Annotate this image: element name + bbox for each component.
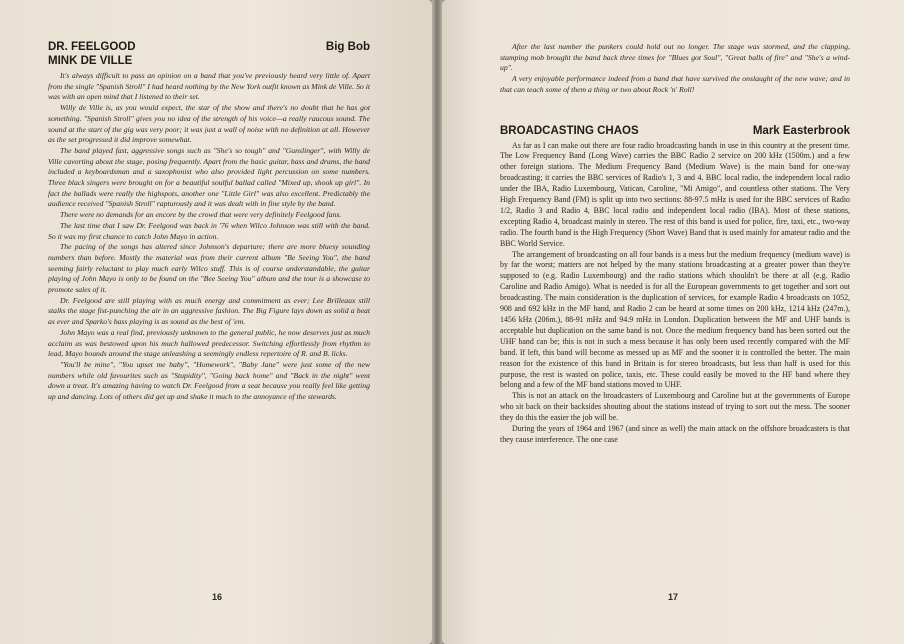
article-title: DR. FEELGOOD — [48, 41, 136, 53]
paragraph: The band played fast, aggressive songs such as "She's so tough" and "Gunslinger", with Willy de Ville cavorting about the stage, posing frequently. Apart from the basic guitar, bass and drums, the band included a keyboardsman and a saxophonist who also provided light percussion on some numbers. Three black singers were brought on for a beautiful soulful ballad called "Mixed up, shook up girl". In fact the ballads were really the highspots, another one "Little Girl" was also excellent. Predictably the audience received "Spanish Stroll" rapturously and it was dealt with in fine style by the band. — [48, 145, 370, 209]
right-header — [500, 124, 850, 138]
paragraph: The pacing of the songs has altered since Johnson's departure; there are more bluesy sounding numbers than before. Mostly the material was from their current album "Be Seeing You", the band seeming fairly reluctant to play much early Wilco stuff. This is of course understandable, the guitar playing of John Mayo is only to be found on the "Bee Seeing You" album and the tour is a showcase to promote sales of it. — [48, 242, 370, 295]
paragraph: During the years of 1964 and 1967 (and since as well) the main attack on the offshore broadcasters is that they cause interference. The one case — [500, 424, 850, 444]
right-page — [442, 0, 904, 644]
paragraph: A very enjoyable performance indeed from a band that have survived the onslaught of the new wave; and in that can teach some of them a thing or two about Rock 'n' Roll! — [500, 74, 850, 94]
article-title: BROADCASTING CHAOS — [500, 124, 639, 137]
article-author: Mark Easterbrook — [752, 124, 850, 137]
article-subtitle: MINK DE VILLE — [48, 55, 133, 67]
paragraph: The arrangement of broadcasting on all four bands is a mess but the medium frequency (medium wave) is by far the worst; matters are not helped by the many stations broadcasting at a greater power than they're supposed to (e.g. Radio Luxembourg) and the radio stations which shouldn't be there at all (e.g. Radio Caroline and Radio Amigo). What is needed is for all the European governments to get together and sort out broadcasting. The main consideration is the duplication of services, for example Radio 4 broadcasts on 1052, 908 and 692 kHz in the MF band, and Radio 2 can be heard at some times on 200 kHz, 1214 kHz (247m.), 1456 kHz (206m.), 88-91 mHz and 94.9 mHz in London. Duplication between the MF and UHF bands is acceptable but duplication on the same band is not. Once the medium frequency band has been sorted out the UHF band can be; this is not in such a mess because it has only been used recently compared with the MF band. If left, this band will become as messed up as MF and the sooner it is controlled the better. The main reason for the existence of this band in Britain is for stereo broadcasts, but less than half is used for this purpose, the rest is wasted on police, taxis, etc. These could easily be moved to the HF band where they belong and a few of the MF band stations moved to UHF. — [500, 249, 850, 390]
page-number: 17 — [668, 592, 679, 602]
left-page — [0, 0, 432, 644]
paragraph: This is not an attack on the broadcasters of Luxembourg and Caroline but at the governments of Europe who sit back on their backsides shouting about the stations instead of trying to sort out the mess. The sooner they do this the easier the job will be. — [500, 391, 850, 423]
left-column — [48, 40, 370, 403]
paragraph: Willy de Ville is, as you would expect, the star of the show and there's no doubt that he has got something. "Spanish Stroll" gives you no idea of the strength of his voice—a really raucous sound. The sound at the start of the gig was very poor; it was just a wall of noise with no definition at all. However as the set progressed it did improve somewhat. — [48, 103, 370, 145]
right-column — [500, 42, 850, 446]
book-gutter — [432, 0, 442, 644]
article-author: Big Bob — [325, 41, 370, 53]
right-body — [500, 141, 850, 446]
paragraph: "You'll be mine", "You upset me baby", "Homework", "Baby Jane" were just some of the new numbers while old favourites such as "Stupidity", "Going back home" and "Back in the night" went down a treat. It's amazing having to watch Dr. Feelgood from a seat because you really feel like getting up and dancing. Lots of others did get up and shake it much to the annoyance of the stewards. — [48, 359, 370, 402]
paragraph: It's always difficult to pass an opinion on a band that you've previously heard very little of. Apart from the single "Spanish Stroll" I had heard nothing by the New York outfit known as Mink de Ville. So it was with an open mind that I listened to their set. — [48, 71, 370, 102]
paragraph: Dr. Feelgood are still playing with as much energy and commitment as ever; Lee Brilleaux still stalks the stage fist-punching the air in an aggressive fashion. The Big Figure lays down as solid a beat as ever and Sparko's bass playing is as sound as the best of 'em. — [48, 295, 370, 327]
paragraph: As far as I can make out there are four radio broadcasting bands in use in this country at the present time. The Low Frequency Band (Long Wave) carries the BBC Radio 2 service on 200 kHz (1500m.) and a few other foreign stations. The Medium Frequency Band (Medium Wave) is the main band for one-way broadcasting; it carries the BBC services of Radio's 1, 3 and 4. BBC local radio, the independent local radio under the IBA, Radio Luxembourg, Vatican, Caroline, "Mi Amigo", and countless other stations. The Very High Frequency Band (FM) is split up into two sections: 88-97.5 mHz is used for the BBC services of Radio 1/2, Radio 3 and Radio 4, BBC local radio and independent local radio (IBA). Most of these stations, excepting Radio 4, broadcast mainly in stereo. The rest of this band is used for police, fire, taxi, etc., two-way radio. The fourth band is the High Frequency (Short Wave) Band that is used mainly for amateur radio and the BBC World Service. — [500, 140, 850, 248]
paragraph: After the last number the punkers could hold out no longer. The stage was stormed, and the clapping, stamping mob brought the band back three times for "Blues got Soul", "Great balls of fire" and "She's a wind-up". — [500, 42, 850, 73]
left-body — [48, 71, 370, 403]
page-number: 16 — [212, 592, 223, 602]
paragraph: There were no demands for an encore by the crowd that were very definitely Feelgood fans. — [60, 210, 342, 220]
continued-body — [500, 42, 850, 96]
paragraph: John Mayo was a real find, previously unknown to the general public, he now deserves just as much acclaim as was bestowed upon his much hallowed predecessor. Switching effortlessly from rhythm to lead, Mayo bounds around the stage unleashing a seemingly endless repertoire of R. and B. licks. — [48, 327, 370, 359]
paragraph: The last time that I saw Dr. Feelgood was back in '76 when Wilco Johnson was still with the band. So it was my first chance to catch John Mayo in action. — [48, 220, 370, 241]
left-header — [48, 40, 370, 54]
